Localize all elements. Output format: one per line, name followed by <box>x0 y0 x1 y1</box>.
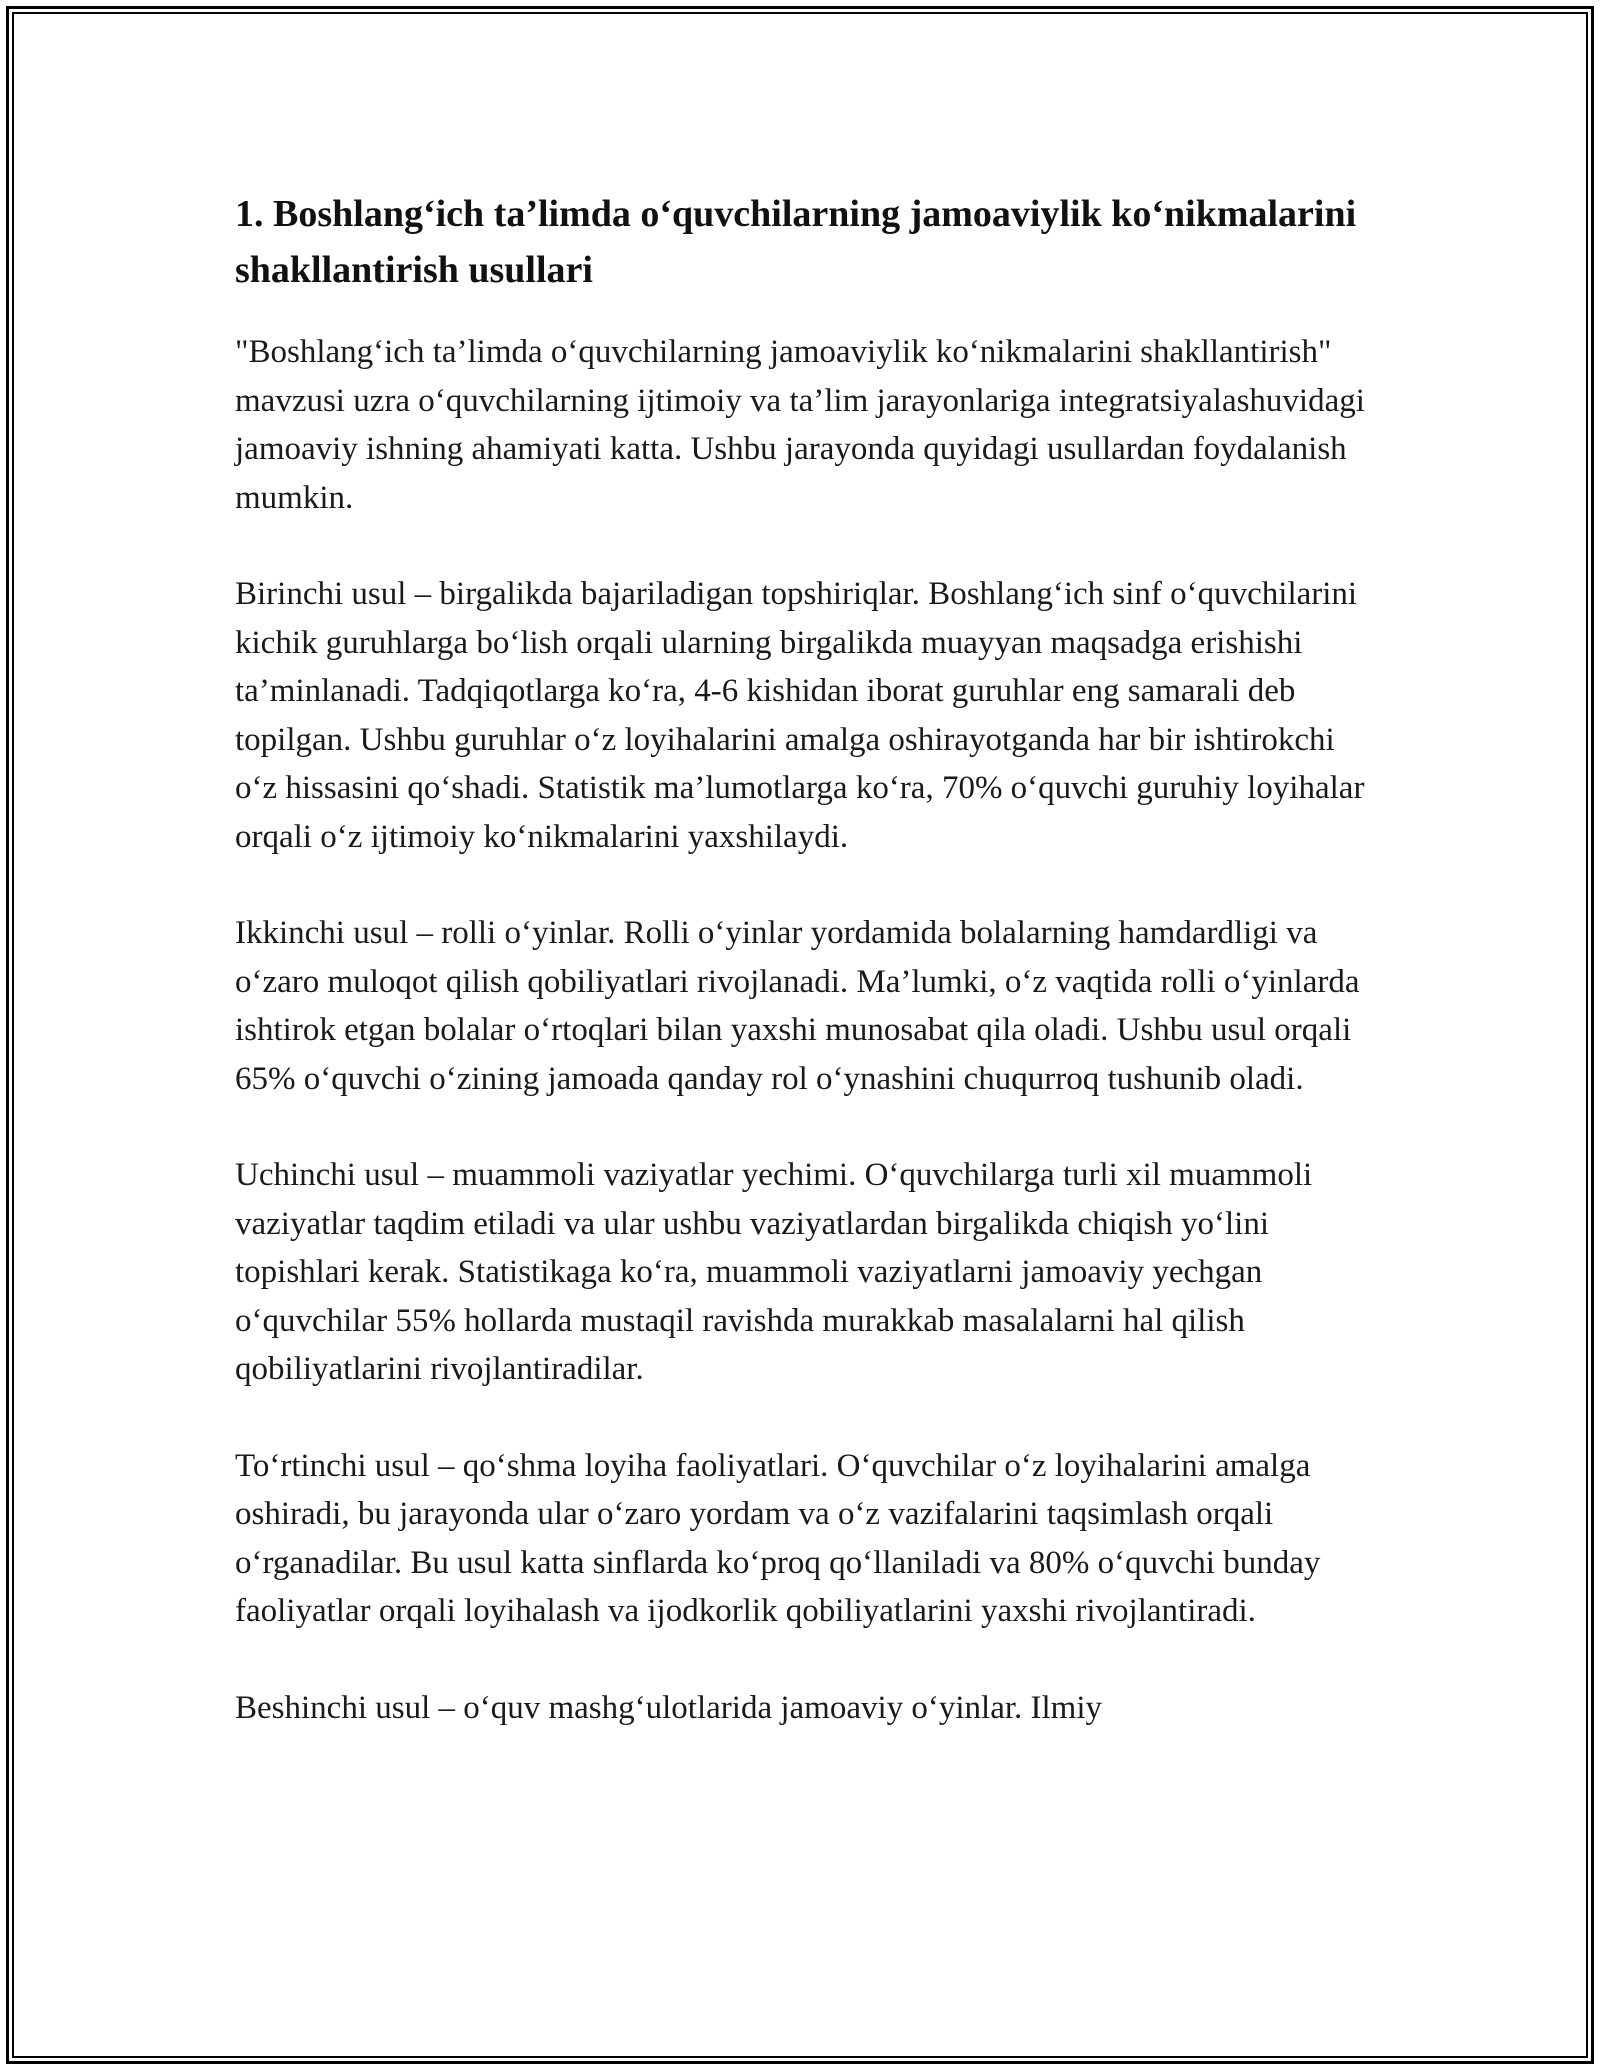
paragraph-method-3: Uchinchi usul – muammoli vaziyatlar yechimi. O‘quvchilarga turli xil muammoli vaziyatlar taqdim etiladi va ular ushbu vaziyatlardan birgalikda chiqish yo‘lini topishlari kerak. Statistikaga ko‘ra, muammoli vaziyatlarni jamoaviy yechgan o‘quvchilar 55% hollarda mustaqil ravishda murakkab masalalarni hal qilish qobiliyatlarini rivojlantiradilar. <box>235 1157 1313 1387</box>
document-body <box>235 186 1365 1732</box>
paragraph-method-2: Ikkinchi usul – rolli o‘yinlar. Rolli o‘yinlar yordamida bolalarning hamdardligi va o‘zaro muloqot qilish qobiliyatlari rivojlanadi. Ma’lumki, o‘z vaqtida rolli o‘yinlarda ishtirok etgan bolalar o‘rtoqlari bilan yaxshi munosabat qila oladi. Ushbu usul orqali 65% o‘quvchi o‘zining jamoada qanday rol o‘ynashini chuqurroq tushunib oladi. <box>235 915 1360 1097</box>
paragraph-intro: "Boshlang‘ich ta’limda o‘quvchilarning jamoaviylik ko‘nikmalarini shakllantirish" mavzusi uzra o‘quvchilarning ijtimoiy va ta’lim jarayonlariga integratsiyalashuvidagi jamoaviy ishning ahamiyati katta. Ushbu jarayonda quyidagi usullardan foydalanish mumkin. <box>235 334 1365 516</box>
paragraph-method-1: Birinchi usul – birgalikda bajariladigan topshiriqlar. Boshlang‘ich sinf o‘quvchilarini kichik guruhlarga bo‘lish orqali ularning birgalikda muayyan maqsadga erishishi ta’minlanadi. Tadqiqotlarga ko‘ra, 4-6 kishidan iborat guruhlar eng samarali deb topilgan. Ushbu guruhlar o‘z loyihalarini amalga oshirayotganda har bir ishtirokchi o‘z hissasini qo‘shadi. Statistik ma’lumotlarga ko‘ra, 70% o‘quvchi guruhiy loyihalar orqali o‘z ijtimoiy ko‘nikmalarini yaxshilaydi. <box>235 576 1365 855</box>
paragraph-method-5: Beshinchi usul – o‘quv mashg‘ulotlarida jamoaviy o‘yinlar. Ilmiy <box>235 1689 1103 1726</box>
section-title: 1. Boshlang‘ich ta’limda o‘quvchilarning jamoaviylik ko‘nikmalarini shakllantirish usullari <box>235 193 1357 291</box>
paragraph-method-4: To‘rtinchi usul – qo‘shma loyiha faoliyatlari. O‘quvchilar o‘z loyihalarini amalga oshiradi, bu jarayonda ular o‘zaro yordam va o‘z vazifalarini taqsimlash orqali o‘rganadilar. Bu usul katta sinflarda ko‘proq qo‘llaniladi va 80% o‘quvchi bunday faoliyatlar orqali loyihalash va ijodkorlik qobiliyatlarini yaxshi rivojlantiradi. <box>235 1447 1321 1629</box>
